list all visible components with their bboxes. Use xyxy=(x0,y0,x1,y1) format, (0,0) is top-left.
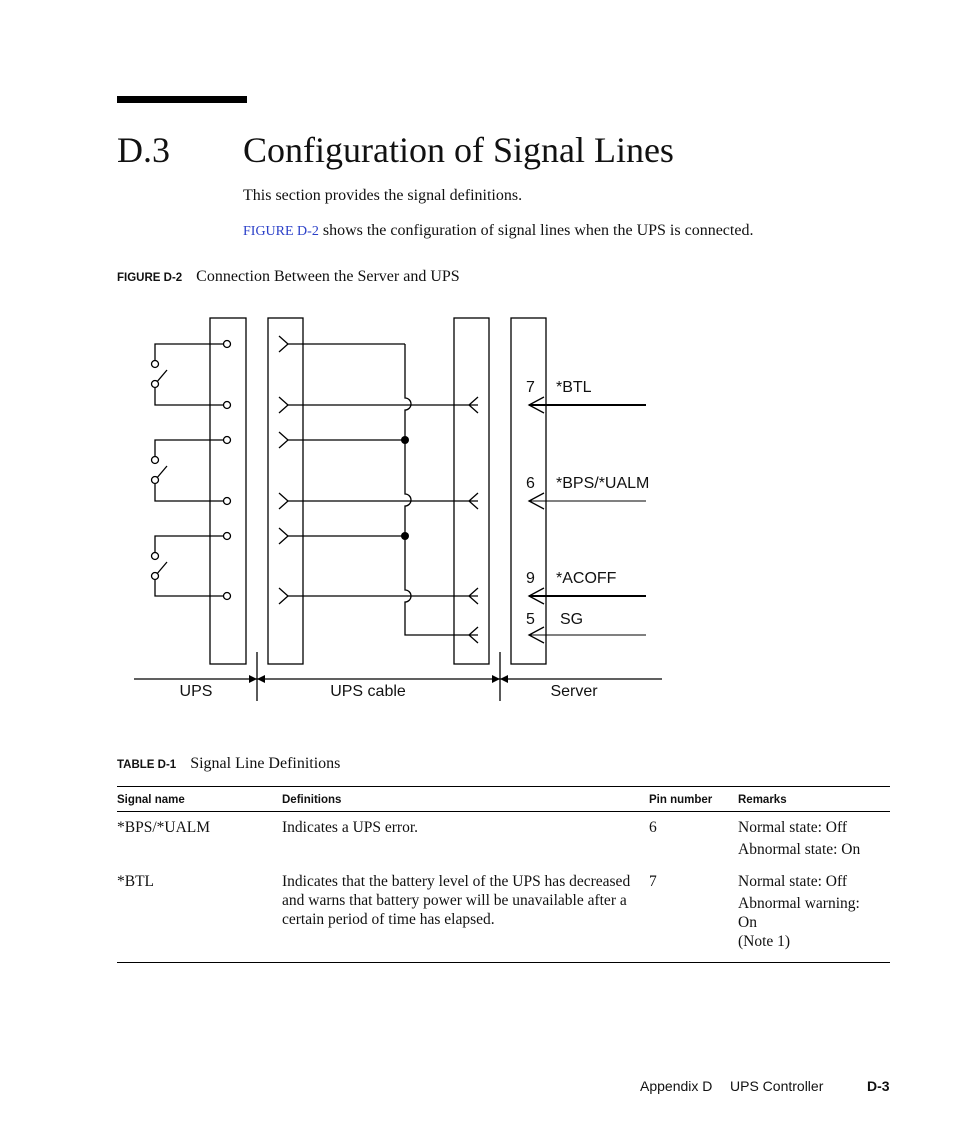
table-caption-text: Signal Line Definitions xyxy=(190,755,341,772)
relay-2-upper-wire xyxy=(155,440,227,456)
figure-caption-text: Connection Between the Server and UPS xyxy=(196,268,460,285)
ups-pin-terminal xyxy=(224,533,231,540)
relay-1-contact xyxy=(152,361,159,368)
signal-name-cell: *BTL xyxy=(117,866,282,963)
pin-number: 7 xyxy=(526,379,535,396)
relay-3-lower-wire xyxy=(155,580,227,596)
junction-dot xyxy=(401,532,409,540)
ups-pin-terminal xyxy=(224,593,231,600)
pin-name: *BPS/*UALM xyxy=(556,475,650,492)
table-caption xyxy=(117,755,340,773)
header-signal-name: Signal name xyxy=(117,787,282,812)
pin-name: *ACOFF xyxy=(556,570,617,587)
figure-xref-link[interactable]: FIGURE D-2 xyxy=(243,224,319,239)
header-pin-number: Pin number xyxy=(649,787,738,812)
section-number: D.3 xyxy=(117,130,170,170)
pin-number: 9 xyxy=(526,570,535,587)
table-row xyxy=(117,812,890,867)
table-label: TABLE D-1 xyxy=(117,759,177,771)
table-row xyxy=(117,866,890,963)
signal-definitions-table xyxy=(117,786,890,963)
remarks-cell xyxy=(738,812,890,867)
relay-2-lower-wire xyxy=(155,484,227,501)
relay-2-contact xyxy=(152,457,159,464)
signal-name-cell: *BPS/*UALM xyxy=(117,819,211,836)
table-header-row xyxy=(117,787,890,812)
figure-reference-text: shows the configuration of signal lines when the UPS is connected. xyxy=(318,222,754,239)
pin-number: 6 xyxy=(526,475,535,492)
server-section-label: Server xyxy=(550,683,598,700)
remark-line: Normal state: Off xyxy=(738,819,848,836)
pin-number: 5 xyxy=(526,611,535,628)
pin-number-cell: 6 xyxy=(649,819,657,836)
footer-appendix: Appendix D xyxy=(640,1078,713,1094)
relay-1-contact xyxy=(152,381,159,388)
ups-pin-terminal xyxy=(224,341,231,348)
pin-name: SG xyxy=(560,611,584,628)
remarks-cell xyxy=(738,866,890,963)
relay-3-contact xyxy=(152,573,159,580)
definition-cell: Indicates that the battery level of the UPS has decreased and warns that battery power will be unavailable after a certain period of time has elapsed. xyxy=(282,866,649,963)
ups-pin-terminal xyxy=(224,437,231,444)
relay-3-contact xyxy=(152,553,159,560)
footer-chapter: UPS Controller xyxy=(730,1078,824,1094)
ups-pin-terminal xyxy=(224,498,231,505)
definition-cell: Indicates a UPS error. xyxy=(282,819,419,836)
figure-label: FIGURE D-2 xyxy=(117,272,183,284)
header-remarks: Remarks xyxy=(738,787,890,812)
cable-section-label: UPS cable xyxy=(330,683,406,700)
remark-line: Abnormal warning: On xyxy=(738,895,860,931)
remark-line: (Note 1) xyxy=(738,933,791,950)
remark-line: Abnormal state: On xyxy=(738,841,861,858)
footer-page-number: D-3 xyxy=(867,1078,890,1094)
pin-name: *BTL xyxy=(556,379,592,396)
remark-line: Normal state: Off xyxy=(738,873,848,890)
junction-dot xyxy=(401,436,409,444)
cable-server-end-box xyxy=(454,318,489,664)
ups-pin-terminal xyxy=(224,402,231,409)
relay-3-upper-wire xyxy=(155,536,227,552)
pin-number-cell: 7 xyxy=(649,866,738,963)
ups-section-label: UPS xyxy=(179,683,213,700)
relay-1-upper-wire xyxy=(155,344,227,360)
header-definitions: Definitions xyxy=(282,787,649,812)
cable-common-wire xyxy=(405,344,478,635)
relay-1-lower-wire xyxy=(155,388,227,405)
cable-ups-end-box xyxy=(268,318,303,664)
ups-connector-box xyxy=(210,318,246,664)
section-title: Configuration of Signal Lines xyxy=(243,130,674,170)
intro-paragraph: This section provides the signal definitions. xyxy=(243,187,523,204)
relay-2-contact xyxy=(152,477,159,484)
